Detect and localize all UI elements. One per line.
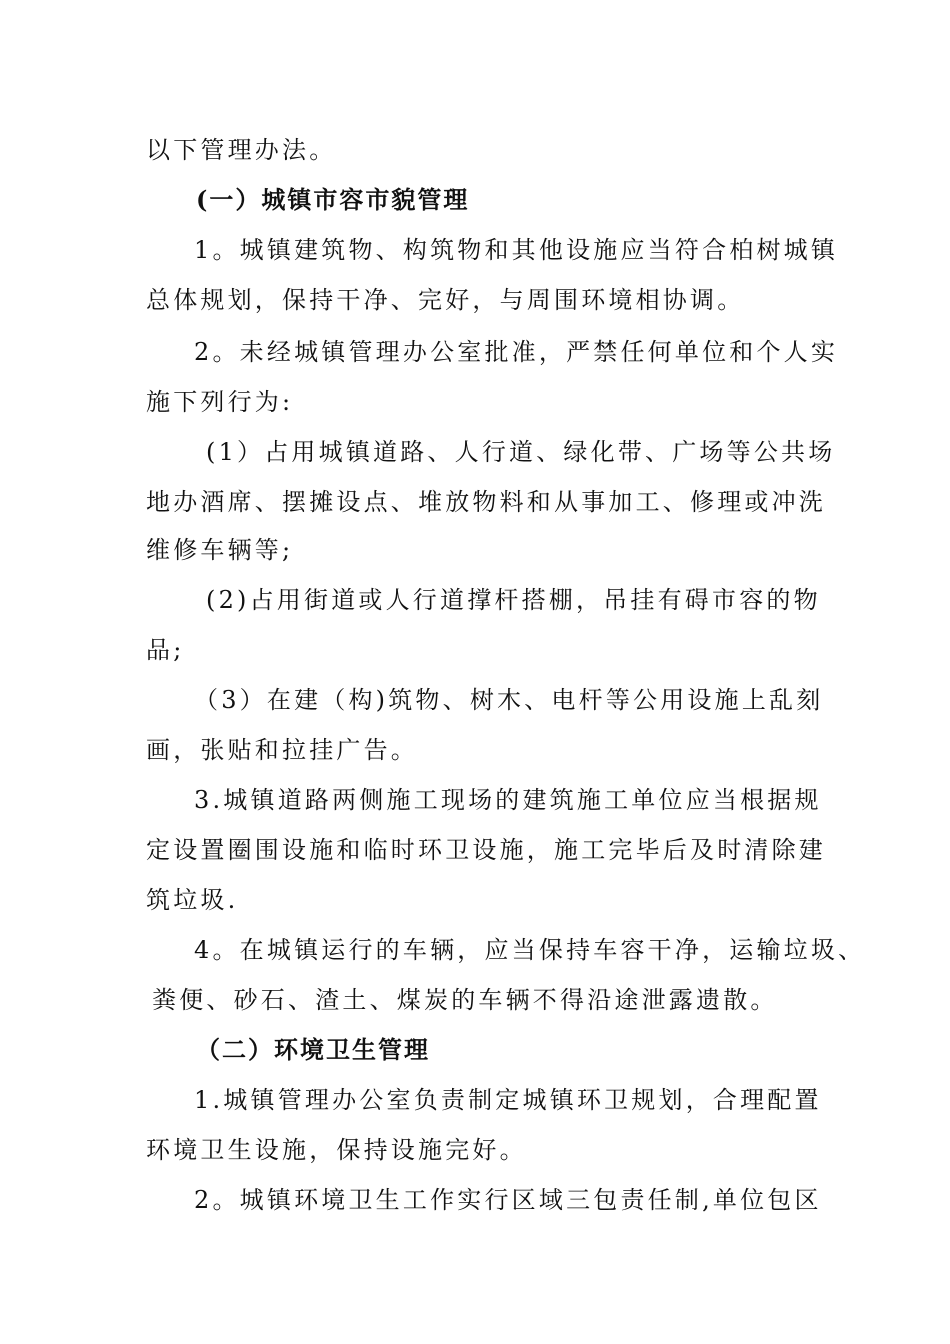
paragraph-line: 画，张贴和拉挂广告。 [146, 736, 418, 764]
paragraph-line: 施下列行为: [146, 388, 294, 416]
paragraph-line: 2。城镇环境卫生工作实行区域三包责任制,单位包区 [194, 1186, 822, 1214]
paragraph-line: 品; [146, 636, 185, 664]
section-heading-2: （二）环境卫生管理 [196, 1035, 430, 1064]
paragraph-line: 1.城镇管理办公室负责制定城镇环卫规划，合理配置 [194, 1086, 822, 1114]
paragraph-line: 4。在城镇运行的车辆，应当保持车容干净，运输垃圾、 [194, 936, 866, 964]
paragraph-line: (2)占用街道或人行道撑杆搭棚，吊挂有碍市容的物 [206, 586, 821, 614]
paragraph-line: 粪便、砂石、渣土、煤炭的车辆不得沿途泄露遗散。 [152, 986, 778, 1014]
paragraph-line: (1）占用城镇道路、人行道、绿化带、广场等公共场 [206, 438, 836, 466]
paragraph-line: 筑垃圾. [146, 886, 239, 914]
paragraph-line: 维修车辆等; [146, 536, 294, 564]
paragraph-line: 地办酒席、摆摊设点、堆放物料和从事加工、修理或冲洗 [146, 488, 826, 516]
paragraph-line: 环境卫生设施，保持设施完好。 [146, 1136, 527, 1164]
paragraph-line: 定设置圈围设施和临时环卫设施，施工完毕后及时清除建 [146, 836, 826, 864]
section-heading-1: (一）城镇市容市貌管理 [196, 185, 470, 214]
paragraph-line: 总体规划，保持干净、完好，与周围环境相协调。 [146, 286, 745, 314]
paragraph-line: 3.城镇道路两侧施工现场的建筑施工单位应当根据规 [194, 786, 822, 814]
paragraph-line: （3）在建（构)筑物、树木、电杆等公用设施上乱刻 [194, 686, 824, 714]
paragraph-line: 以下管理办法。 [146, 136, 337, 164]
paragraph-line: 1。城镇建筑物、构筑物和其他设施应当符合柏树城镇 [194, 236, 839, 264]
paragraph-line: 2。未经城镇管理办公室批准，严禁任何单位和个人实 [194, 338, 839, 366]
